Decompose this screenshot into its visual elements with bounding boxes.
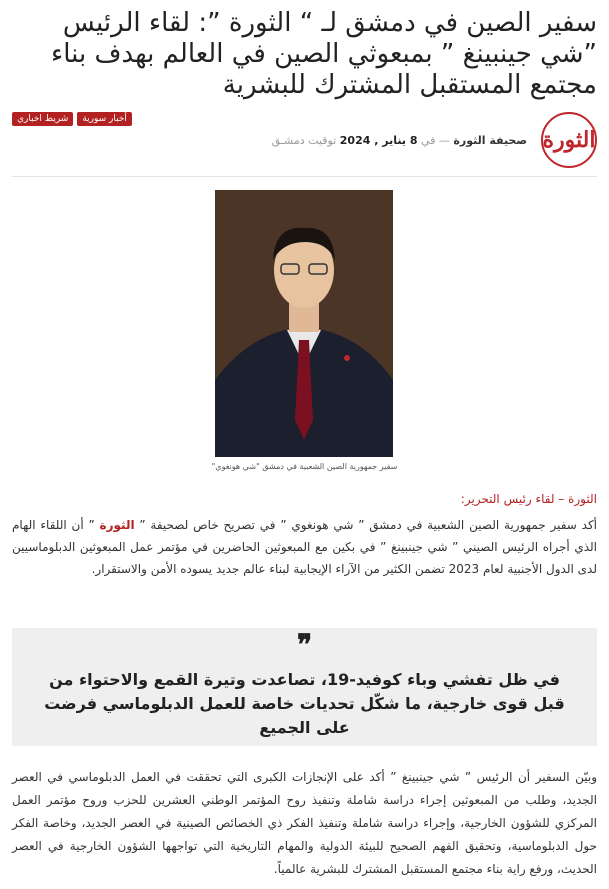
photo-caption: سفير جمهورية الصين الشعبية في دمشق "شي هونغوي" <box>211 462 398 471</box>
byline: صحيفة الثورة — في 8 يناير , 2024 توقيت دمشـق <box>271 134 527 147</box>
pull-quote-text: في ظل تفشي وباء كوفيد-19، تصاعدت وتيرة القمع والاحتواء من قبل قوى خارجية، ما شكّل تحديات خاصة للعمل الدبلوماسي فرضت على الجميع <box>44 670 565 737</box>
timezone-label: توقيت دمشـق <box>271 134 337 147</box>
divider <box>12 176 597 177</box>
date-prefix: في <box>420 134 436 147</box>
article-meta <box>12 112 597 172</box>
publish-date: 8 يناير , 2024 <box>339 134 418 147</box>
ambassador-photo <box>215 190 393 457</box>
publication-link[interactable]: الثورة <box>99 518 135 532</box>
tag-syria-news[interactable]: أخبار سورية <box>77 112 132 126</box>
publisher-name[interactable]: صحيفة الثورة <box>453 134 527 147</box>
quote-icon: ❞ <box>296 628 313 661</box>
article-kicker: الثورة – لقاء رئيس التحرير: <box>460 492 597 506</box>
publisher-logo[interactable]: الثورة <box>541 112 597 168</box>
tag-news-ticker[interactable]: شريط اخباري <box>12 112 73 126</box>
article-title: سفير الصين في دمشق لـ “ الثورة ”: لقاء الرئيس ”شي جينبينغ ” بمبعوثي الصين في العالم بهدف بناء مجتمع المستقبل المشترك للبشرية <box>51 8 597 100</box>
article <box>12 0 597 876</box>
article-paragraph-2: وبيّن السفير أن الرئيس ” شي جينبينغ ” أكد على الإنجازات الكبرى التي تحققت في العمل الدبلوماسي في العصر الجديد، وطلب من المبعوثين إجراء دراسة شاملة وتنفيذ روح المؤتمر الوطني العشرين للحزب وروح مؤتمر العمل المركزي للشؤون الخارجية، وإجراء دراسة شاملة وتنفيذ الفكر ذي الخصائص الصينية في العصر الجديد، وخاصة الفكر حول الدبلوماسية، وتحقيق الفهم الصحيح للبيئة الدولية والمهام التاريخية التي تواجهها الشؤون الخارجية في العصر الحديث، ورفع راية بناء مجتمع المستقبل المشترك للبشرية عالمياً. <box>12 770 597 876</box>
article-paragraph-1: أكد سفير جمهورية الصين الشعبية في دمشق ” شي هونغوي ” في تصريح خاص لصحيفة ” الثورة ” أن اللقاء الهام الذي أجراه الرئيس الصيني ” شي جينبينغ ” في بكين مع المبعوثين الحاضرين في مؤتمر عمل المبعوثين الدبلوماسيين لدى الدول الأجنبية لعام 2023 تضمن الكثير من الآراء الإيجابية لبناء عالم جديد يسوده الأمن والاستقرار. <box>12 518 597 576</box>
tag-list <box>12 112 132 126</box>
pull-quote <box>12 628 597 746</box>
